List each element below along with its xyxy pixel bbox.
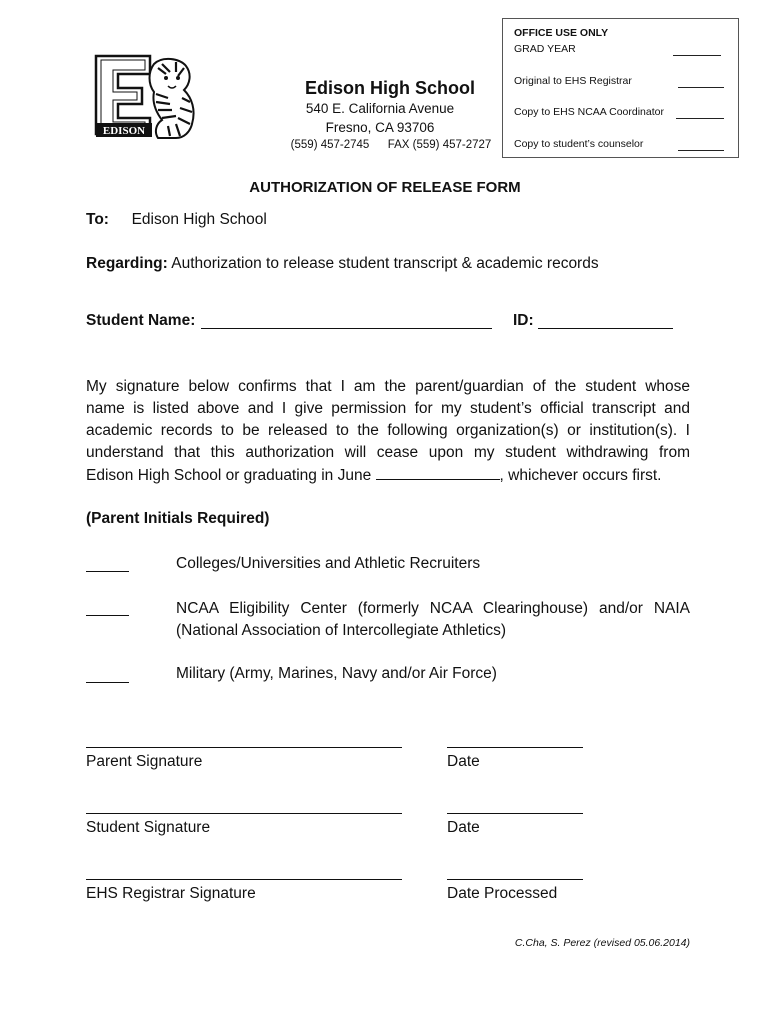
initials-line-military[interactable] [86, 682, 129, 683]
office-use-box [502, 18, 739, 158]
counselor-copy-label: Copy to student’s counselor [514, 138, 644, 150]
registrar-signature-label: EHS Registrar Signature [86, 885, 256, 902]
option-military [176, 663, 690, 685]
graduation-date-blank[interactable] [376, 464, 500, 480]
ncaa-coordinator-label: Copy to EHS NCAA Coordinator [514, 106, 664, 118]
original-registrar-line[interactable] [678, 87, 724, 88]
ncaa-coordinator-line[interactable] [676, 118, 724, 119]
to-value: Edison High School [131, 211, 267, 228]
student-date-label: Date [447, 819, 480, 836]
parent-signature-line[interactable] [86, 747, 402, 748]
initials-line-ncaa[interactable] [86, 615, 129, 616]
school-fax: FAX (559) 457-2727 [387, 139, 492, 151]
paragraph-line: My signature below confirms that I am the parent/guardian of the student whose [86, 378, 690, 395]
parent-date-line[interactable] [447, 747, 583, 748]
regarding-row [86, 255, 599, 273]
form-title: AUTHORIZATION OF RELEASE FORM [249, 179, 521, 196]
consent-paragraph [86, 376, 690, 487]
student-name-line[interactable] [201, 328, 492, 329]
initials-heading: (Parent Initials Required) [86, 510, 270, 527]
student-date-line[interactable] [447, 813, 583, 814]
school-address-line2: Fresno, CA 93706 [325, 120, 435, 135]
counselor-copy-line[interactable] [678, 150, 724, 151]
regarding-label: Regarding: [86, 255, 168, 272]
parent-signature-label: Parent Signature [86, 753, 203, 770]
option-ncaa [176, 598, 690, 642]
tiger-icon [150, 59, 194, 138]
option-text: Colleges/Universities and Athletic Recruiters [176, 555, 481, 572]
to-row [86, 211, 267, 229]
student-signature-label: Student Signature [86, 819, 211, 836]
paragraph-line [86, 464, 690, 487]
edison-logo [92, 54, 204, 142]
option-text: NCAA Eligibility Center (formerly NCAA Clearinghouse) and/or NAIA [176, 600, 690, 617]
regarding-value: Authorization to release student transcript & academic records [171, 255, 599, 272]
original-registrar-label: Original to EHS Registrar [514, 75, 632, 87]
school-name: Edison High School [305, 78, 475, 98]
paragraph-line: name is listed above and I give permission for my student’s official transcript and [86, 400, 690, 417]
date-processed-label: Date Processed [447, 885, 558, 902]
school-address-line1: 540 E. California Avenue [305, 101, 455, 116]
office-use-title: OFFICE USE ONLY [514, 27, 609, 39]
paragraph-line: academic records to be released to the following organization(s) or institution(s). I [86, 422, 690, 439]
initials-line-colleges[interactable] [86, 571, 129, 572]
student-signature-line[interactable] [86, 813, 402, 814]
grad-year-label: GRAD YEAR [514, 43, 576, 55]
registrar-signature-line[interactable] [86, 879, 402, 880]
school-phone-fax [276, 139, 506, 151]
parent-date-label: Date [447, 753, 480, 770]
paragraph-line: understand that this authorization will cease upon my student withdrawing from [86, 444, 690, 461]
option-colleges [176, 553, 690, 575]
date-processed-line[interactable] [447, 879, 583, 880]
to-label: To: [86, 211, 109, 228]
logo-banner-text: EDISON [102, 125, 146, 137]
student-name-label: Student Name: [86, 312, 196, 329]
paragraph-line-text: Edison High School or graduating in June [86, 467, 372, 484]
option-text: (National Association of Intercollegiate Athletics) [176, 622, 506, 639]
option-text: Military (Army, Marines, Navy and/or Air Force) [176, 665, 497, 682]
student-id-label: ID: [513, 312, 534, 329]
paragraph-line-text: , whichever occurs first. [499, 467, 662, 484]
student-id-line[interactable] [538, 328, 673, 329]
grad-year-line[interactable] [673, 55, 721, 56]
revision-footer: C.Cha, S. Perez (revised 05.06.2014) [514, 937, 690, 949]
school-phone: (559) 457-2745 [290, 139, 370, 151]
